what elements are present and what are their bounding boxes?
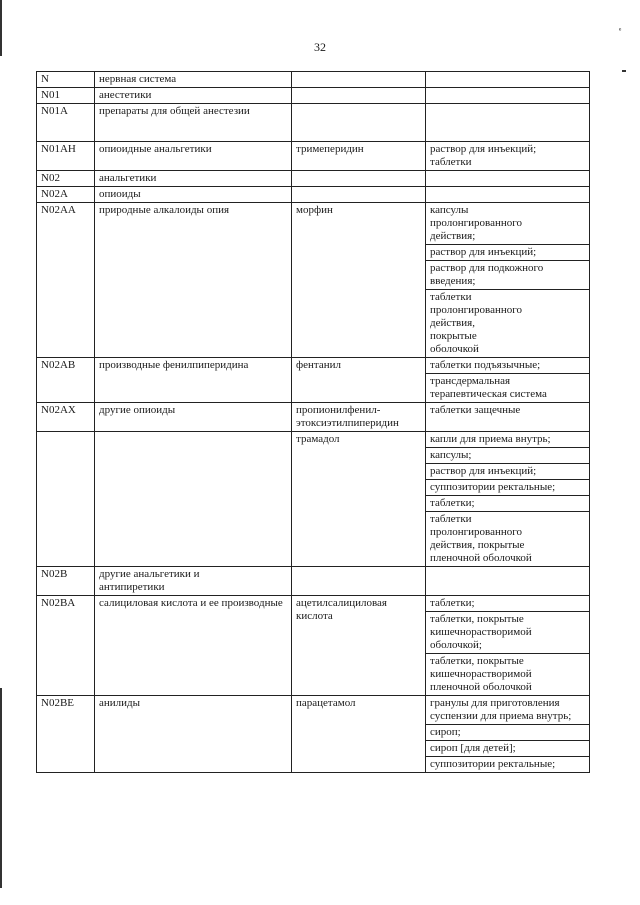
page-number: 32 xyxy=(314,40,326,54)
dosage-form-cell: таблетки, покрытые кишечнорастворимой оболочкой; xyxy=(426,612,590,654)
scan-artifact-glyph: ᵉ xyxy=(619,25,622,35)
dosage-form-cell: таблетки; xyxy=(426,496,590,512)
atc-code-cell: N02B xyxy=(37,567,95,596)
atc-code-cell: N01AH xyxy=(37,142,95,171)
dosage-form-cell: гранулы для приготовления суспензии для приема внутрь; xyxy=(426,696,590,725)
atc-code-cell: N xyxy=(37,72,95,88)
table-row xyxy=(37,203,590,245)
atc-code-cell: N02 xyxy=(37,171,95,187)
table-row xyxy=(37,142,590,171)
dosage-form-cell: сироп; xyxy=(426,725,590,741)
atc-code-cell: N02AX xyxy=(37,403,95,432)
dosage-form-cell xyxy=(426,171,590,187)
group-name-cell: препараты для общей анестезии xyxy=(95,104,292,142)
atc-code-cell xyxy=(37,432,95,567)
table-row xyxy=(37,596,590,612)
dosage-form-cell: раствор для подкожного введения; xyxy=(426,261,590,290)
group-name-cell: опиоидные анальгетики xyxy=(95,142,292,171)
drug-name-cell: фентанил xyxy=(292,358,426,403)
group-name-cell: анилиды xyxy=(95,696,292,773)
dosage-form-cell xyxy=(426,187,590,203)
atc-code-cell: N01 xyxy=(37,88,95,104)
dosage-form-cell xyxy=(426,88,590,104)
table-row xyxy=(37,88,590,104)
dosage-form-cell: раствор для инъекций; таблетки xyxy=(426,142,590,171)
atc-code-cell: N02BE xyxy=(37,696,95,773)
dosage-form-cell: трансдермальная терапевтическая система xyxy=(426,374,590,403)
atc-code-cell: N02A xyxy=(37,187,95,203)
table-row xyxy=(37,567,590,596)
atc-code-cell: N02AA xyxy=(37,203,95,358)
table-body xyxy=(37,72,590,773)
group-name-cell: природные алкалоиды опия xyxy=(95,203,292,358)
dosage-form-cell: раствор для инъекций; xyxy=(426,245,590,261)
drug-name-cell xyxy=(292,72,426,88)
dosage-form-cell: капли для приема внутрь; xyxy=(426,432,590,448)
dosage-form-cell xyxy=(426,72,590,88)
dosage-form-cell: суппозитории ректальные; xyxy=(426,480,590,496)
drug-name-cell xyxy=(292,567,426,596)
group-name-cell: опиоиды xyxy=(95,187,292,203)
group-name-cell: анестетики xyxy=(95,88,292,104)
table-row xyxy=(37,187,590,203)
atc-code-cell: N02BA xyxy=(37,596,95,696)
drug-name-cell: пропионилфенил-этоксиэтилпиперидин xyxy=(292,403,426,432)
table-row xyxy=(37,171,590,187)
table-row xyxy=(37,432,590,448)
dosage-form-cell: таблетки подъязычные; xyxy=(426,358,590,374)
dosage-form-cell: таблетки защечные xyxy=(426,403,590,432)
dosage-form-cell: таблетки пролонгированного действия, покрытые оболочкой xyxy=(426,290,590,358)
table-row xyxy=(37,358,590,374)
group-name-cell: другие анальгетики и антипиретики xyxy=(95,567,292,596)
table-row xyxy=(37,696,590,725)
drug-name-cell: тримеперидин xyxy=(292,142,426,171)
table-row xyxy=(37,403,590,432)
group-name-cell xyxy=(95,432,292,567)
dosage-form-cell: капсулы; xyxy=(426,448,590,464)
drug-name-cell xyxy=(292,187,426,203)
drug-name-cell xyxy=(292,88,426,104)
drug-classification-table xyxy=(36,71,590,773)
dosage-form-cell: капсулы пролонгированного действия; xyxy=(426,203,590,245)
group-name-cell: нервная система xyxy=(95,72,292,88)
group-name-cell: производные фенилпиперидина xyxy=(95,358,292,403)
dosage-form-cell: сироп [для детей]; xyxy=(426,741,590,757)
drug-name-cell: парацетамол xyxy=(292,696,426,773)
table-row xyxy=(37,104,590,142)
scan-edge-mark-bottom xyxy=(0,688,2,888)
group-name-cell: другие опиоиды xyxy=(95,403,292,432)
atc-code-cell: N02AB xyxy=(37,358,95,403)
dosage-form-cell: суппозитории ректальные; xyxy=(426,757,590,773)
table-row xyxy=(37,72,590,88)
drug-name-cell: трамадол xyxy=(292,432,426,567)
drug-name-cell: ацетилсалициловая кислота xyxy=(292,596,426,696)
dosage-form-cell: таблетки, покрытые кишечнорастворимой пленочной оболочкой xyxy=(426,654,590,696)
atc-code-cell: N01A xyxy=(37,104,95,142)
drug-name-cell xyxy=(292,104,426,142)
group-name-cell: анальгетики xyxy=(95,171,292,187)
dosage-form-cell: раствор для инъекций; xyxy=(426,464,590,480)
scan-artifact-dash xyxy=(622,70,626,72)
drug-name-cell: морфин xyxy=(292,203,426,358)
dosage-form-cell: таблетки; xyxy=(426,596,590,612)
group-name-cell: салициловая кислота и ее производные xyxy=(95,596,292,696)
dosage-form-cell xyxy=(426,104,590,142)
dosage-form-cell xyxy=(426,567,590,596)
drug-name-cell xyxy=(292,171,426,187)
dosage-form-cell: таблетки пролонгированного действия, покрытые пленочной оболочкой xyxy=(426,512,590,567)
